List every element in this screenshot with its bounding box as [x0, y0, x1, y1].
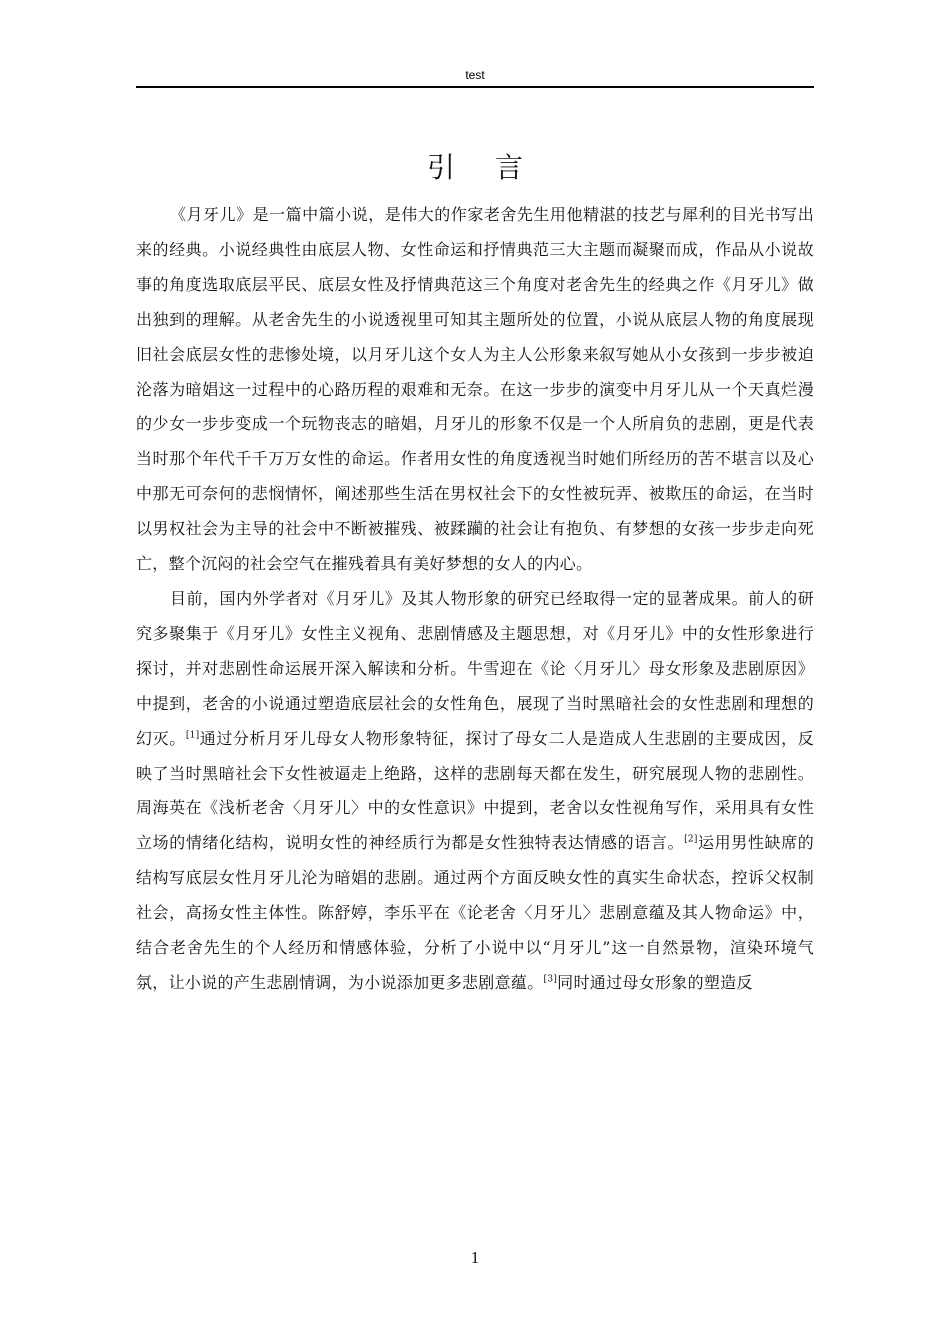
paragraph-text: 目前，国内外学者对《月牙儿》及其人物形象的研究已经取得一定的显著成果。前人的研究多聚集于《月牙儿》女性主义视角、悲剧情感及主题思想，对《月牙儿》中的女性形象进行探讨，并对悲剧性命运展开深入解读和分析。牛雪迎在《论〈月牙儿〉母女形象及悲剧原因》中提到，老舍的小说通过塑造底层社会的女性角色，展现了当时黑暗社会的女性悲剧和理想的幻灭。 — [136, 588, 814, 748]
paragraph-text: 同时通过母女形象的塑造反 — [557, 972, 753, 992]
citation-mark: [1] — [185, 730, 200, 741]
paragraph-text: 《月牙儿》是一篇中篇小说，是伟大的作家老舍先生用他精湛的技艺与犀利的目光书写出来的经典。小说经典性由底层人物、女性命运和抒情典范三大主题而凝聚而成，作品从小说故事的角度选取底层平民、底层女性及抒情典范这三个角度对老舍先生的经典之作《月牙儿》做出独到的理解。从老舍先生的小说透视里可知其主题所处的位置，小说从底层人物的角度展现旧社会底层女性的悲惨处境，以月牙儿这个女人为主人公形象来叙写她从小女孩到一步步被迫沦落为暗娼这一过程中的心路历程的艰难和无奈。在这一步步的演变中月牙儿从一个天真烂漫的少女一步步变成一个玩物丧志的暗娼，月牙儿的形象不仅是一个人所肩负的悲剧，更是代表当时那个年代千千万万女性的命运。作者用女性的角度透视当时她们所经历的苦不堪言以及心中那无可奈何的悲悯情怀，阐述那些生活在男权社会下的女性被玩弄、被欺压的命运，在当时以男权社会为主导的社会中不断被摧残、被蹂躏的社会让有抱负、有梦想的女孩一步步走向死亡，整个沉闷的社会空气在摧残着具有美好梦想的女人的内心。 — [136, 205, 814, 574]
paragraph-text: 运用男性缺席的结构写底层女性月牙儿沦为暗娼的悲剧。通过两个方面反映女性的真实生命状态，控诉父权制社会，高扬女性主体性。陈舒婷，李乐平在《论老舍〈月牙儿〉悲剧意蕴及其人物命运》中，结合老舍先生的个人经历和情感体验，分析了小说中以“月牙儿”这一自然景物，渲染环境气氛，让小说的产生悲剧情调，为小说添加更多悲剧意蕴。 — [136, 833, 814, 992]
header-rule — [136, 86, 814, 88]
citation-mark: [2] — [684, 834, 698, 845]
page-header: test — [465, 68, 485, 82]
page-number: 1 — [470, 1248, 480, 1267]
section-title: 引言 — [426, 151, 563, 184]
paragraph-2 — [136, 582, 814, 1001]
paragraph-text: 通过分析月牙儿母女人物形象特征，探讨了母女二人是造成人生悲剧的主要成因，反映了当时黑暗社会下女性被逼走上绝路，这样的悲剧每天都在发生，研究展现人物的悲剧性。周海英在《浅析老舍〈月牙儿〉中的女性意识》中提到，老舍以女性视角写作，采用具有女性立场的情绪化结构，说明女性的神经质行为都是女性独特表达情感的语言。 — [136, 728, 814, 853]
citation-mark: [3] — [543, 974, 558, 985]
paragraph-1 — [136, 198, 814, 582]
body-text — [136, 198, 814, 1001]
